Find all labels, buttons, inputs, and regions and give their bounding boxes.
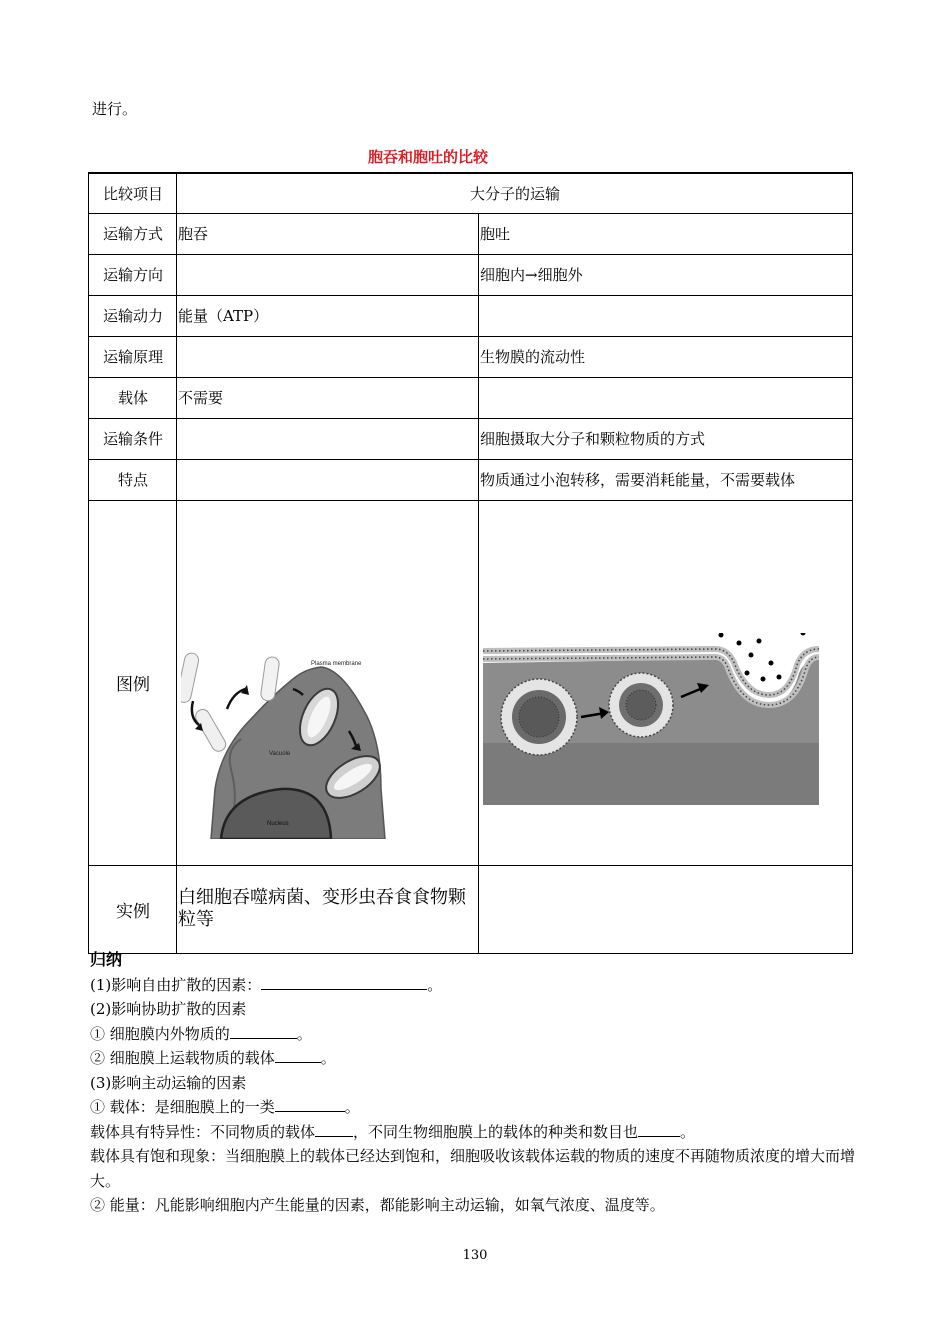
row-label: 运输方式 <box>89 213 177 254</box>
summary-line: (2)影响协助扩散的因素 <box>90 1000 247 1018</box>
row-label: 运输条件 <box>89 418 177 459</box>
header-macromolecule: 大分子的运输 <box>177 173 853 213</box>
exocytosis-cell: 细胞内→细胞外 <box>479 254 853 295</box>
table-row <box>89 459 853 500</box>
exocytosis-figure-cell <box>479 500 853 865</box>
table-title: 胞吞和胞吐的比较 <box>367 148 488 166</box>
endocytosis-cell <box>177 254 479 295</box>
summary-line: ① 载体：是细胞膜上的一类 。 <box>90 1098 360 1116</box>
summary-line: ② 能量：凡能影响细胞内产生能量的因素，都能影响主动运输，如氧气浓度、温度等。 <box>90 1196 665 1214</box>
example-label: 实例 <box>89 865 177 953</box>
summary-line: ① 细胞膜内外物质的 。 <box>90 1024 312 1043</box>
endocytosis-figure-cell <box>177 500 479 865</box>
figure-label: 图例 <box>89 500 177 865</box>
row-label: 运输动力 <box>89 295 177 336</box>
exocytosis-cell: 胞吐 <box>479 213 853 254</box>
endocytosis-cell: 不需要 <box>177 377 479 418</box>
row-label: 载体 <box>89 377 177 418</box>
page-number: 130 <box>462 1248 488 1263</box>
exocytosis-cell: 生物膜的流动性 <box>479 336 853 377</box>
table-header-row <box>89 173 853 213</box>
figure-row <box>89 500 853 865</box>
table-row <box>89 336 853 377</box>
exocytosis-cell: 细胞摄取大分子和颗粒物质的方式 <box>479 418 853 459</box>
endocytosis-cell <box>177 336 479 377</box>
table-row <box>89 377 853 418</box>
summary-line: (1)影响自由扩散的因素： 。 <box>90 975 443 994</box>
row-label: 运输原理 <box>89 336 177 377</box>
example-row <box>89 865 853 953</box>
exocytosis-cell <box>479 377 853 418</box>
summary-line: 载体具有特异性：不同物质的载体 ，不同生物细胞膜上的载体的种类和数目也 。 <box>90 1122 696 1141</box>
row-label: 运输方向 <box>89 254 177 295</box>
table-row <box>89 295 853 336</box>
row-label: 特点 <box>89 459 177 500</box>
table-row <box>89 254 853 295</box>
exocytosis-cell: 物质通过小泡转移，需要消耗能量，不需要载体 <box>479 459 853 500</box>
endocytosis-cell <box>177 459 479 500</box>
comparison-table <box>88 172 853 954</box>
endocytosis-cell: 能量（ATP） <box>177 295 479 336</box>
exocytosis-illustration <box>483 633 819 805</box>
example-endocytosis: 白细胞吞噬病菌、变形虫吞食食物颗粒等 <box>177 865 479 953</box>
summary-line: (3)影响主动运输的因素 <box>90 1073 247 1092</box>
table-row <box>89 418 853 459</box>
summary-paragraph: 载体具有饱和现象：当细胞膜上的载体已经达到饱和，细胞吸收该载体运载的物质的速度不再随物质浓度的增大而增大。 <box>90 1147 856 1190</box>
summary-heading: 归纳 <box>90 950 123 969</box>
summary-line: ② 细胞膜上运载物质的载体 。 <box>90 1049 336 1067</box>
endocytosis-cell: 胞吞 <box>177 213 479 254</box>
endocytosis-illustration <box>181 639 399 839</box>
header-compare-item: 比较项目 <box>89 173 177 213</box>
plasma-membrane-label: Plasma membrane <box>311 660 362 667</box>
nucleus-label: Nucleus <box>267 820 289 827</box>
table-row <box>89 213 853 254</box>
summary-section <box>90 948 870 1218</box>
exocytosis-cell <box>479 295 853 336</box>
vacuole-label: Vacuole <box>269 750 291 757</box>
example-exocytosis <box>479 865 853 953</box>
endocytosis-cell <box>177 418 479 459</box>
intro-text: 进行。 <box>92 100 138 118</box>
